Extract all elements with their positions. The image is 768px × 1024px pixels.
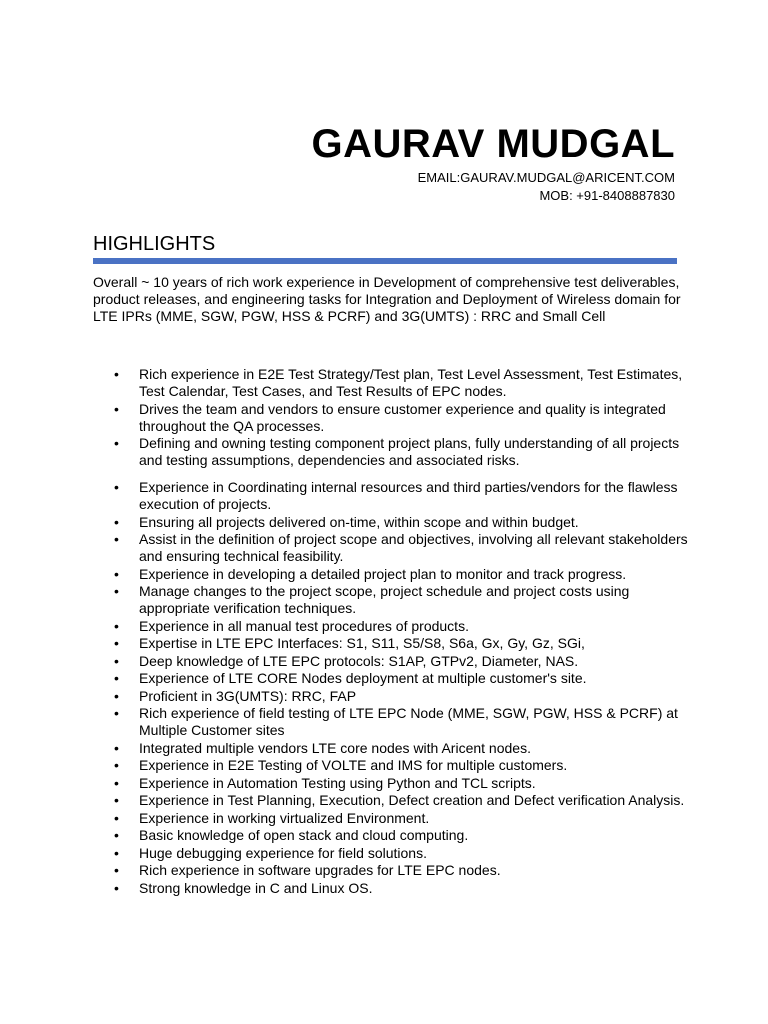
list-item: • Ensuring all projects delivered on-time, within scope and within budget. [93,514,693,531]
list-item: • Defining and owning testing component project plans, fully understanding of all projects and testing assumptions, dependencies and associated risks. [93,435,693,469]
list-item: • Proficient in 3G(UMTS): RRC, FAP [93,688,693,705]
list-item: • Basic knowledge of open stack and cloud computing. [93,827,693,844]
section-divider [93,258,677,264]
list-item: • Experience in working virtualized Environment. [93,810,693,827]
list-item: • Experience in developing a detailed project plan to monitor and track progress. [93,566,693,583]
summary-paragraph: Overall ~ 10 years of rich work experience in Development of comprehensive test deliverables, product releases, and engineering tasks for Integration and Deployment of Wireless domain for LTE IPRs (MME, SGW, PGW, HSS & PCRF) and 3G(UMTS) : RRC and Small Cell [93,274,681,324]
list-item: • Experience in Coordinating internal resources and third parties/vendors for the flawless execution of projects. [93,479,693,513]
list-item: • Experience in Automation Testing using Python and TCL scripts. [93,775,693,792]
candidate-name: GAURAV MUDGAL [311,122,675,166]
list-item: • Rich experience in software upgrades for LTE EPC nodes. [93,862,693,879]
highlights-list [93,366,693,897]
list-item: • Deep knowledge of LTE EPC protocols: S1AP, GTPv2, Diameter, NAS. [93,653,693,670]
highlights-heading: HIGHLIGHTS [93,233,216,255]
list-item: • Manage changes to the project scope, project schedule and project costs using appropriate verification techniques. [93,583,693,617]
resume-header [311,120,675,204]
email-line: EMAIL:GAURAV.MUDGAL@ARICENT.COM [417,170,675,185]
list-item: • Experience in all manual test procedures of products. [93,618,693,635]
list-item: • Experience in Test Planning, Execution, Defect creation and Defect verification Analysis. [93,792,693,809]
list-item: • Rich experience in E2E Test Strategy/Test plan, Test Level Assessment, Test Estimates, Test Calendar, Test Cases, and Test Results of EPC nodes. [93,366,693,400]
list-item: • Experience in E2E Testing of VOLTE and IMS for multiple customers. [93,757,693,774]
list-item: • Expertise in LTE EPC Interfaces: S1, S11, S5/S8, S6a, Gx, Gy, Gz, SGi, [93,635,693,652]
list-item: • Drives the team and vendors to ensure customer experience and quality is integrated throughout the QA processes. [93,401,693,435]
list-item: • Huge debugging experience for field solutions. [93,845,693,862]
list-item: • Experience of LTE CORE Nodes deployment at multiple customer's site. [93,670,693,687]
list-item: • Rich experience of field testing of LTE EPC Node (MME, SGW, PGW, HSS & PCRF) at Multiple Customer sites [93,705,693,739]
list-item: • Assist in the definition of project scope and objectives, involving all relevant stakeholders and ensuring technical feasibility. [93,531,693,565]
list-item: • Integrated multiple vendors LTE core nodes with Aricent nodes. [93,740,693,757]
mobile-line: MOB: +91-8408887830 [539,188,675,203]
list-item: • Strong knowledge in C and Linux OS. [93,880,693,897]
